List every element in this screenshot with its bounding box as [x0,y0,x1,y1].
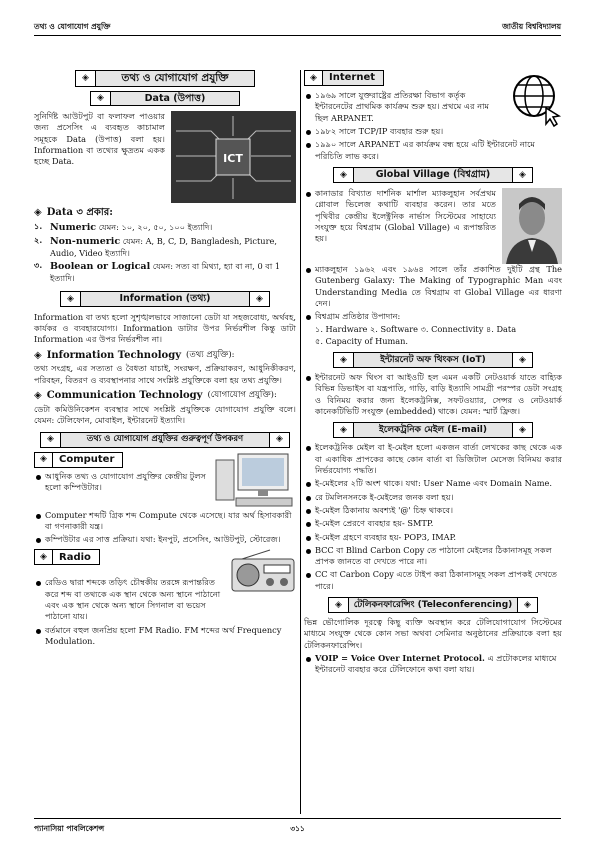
information-box [60,291,270,307]
computer-section [34,452,296,510]
list-item: ই-মেইল গ্রহণে ব্যবহার হয়- POP3, IMAP. [304,532,562,543]
diamond-icon: ◈ [269,433,289,447]
diamond-icon: ◈ [305,71,323,85]
iot-box [333,352,533,368]
gv-elements-line2: ৫. Capacity of Human. [315,335,409,346]
list-item: কম্পিউটার এর সাত্ত প্রক্রিয়া। যথা: ইনপুট, প্রসেসিং, আউটপুট, স্টোরেজ। [34,534,296,545]
page-number: ৩১১ [290,824,305,833]
list-item: ই-মেইল প্রেরণে ব্যবহার হয়- SMTP. [304,518,562,529]
diamond-icon: ◈ [334,423,354,437]
information-text: Information বা তথ্য হলো সুশৃঙ্খলভাবে সাজানো ডেটা যা সহজবোধ্য, অর্থবহ, কার্যকর ও ব্যবহারযোগ্য। Information ডাটার উপর নির্ভরশীল কিন্তু ডাটা Information এর উপর নির্ভরশীল না। [34,311,296,345]
svg-text:ICT: ICT [223,152,243,165]
email-title: ইলেকট্রনিক মেইল (E-mail) [379,425,487,436]
tools-box [40,432,290,448]
list-item: ইলেকট্রনিক মেইল বা ই-মেইল হলো একজন বার্তা লেখকের কাছ থেকে এক বা একাধিক প্রাপকের কাছে কোন বার্তা বা ডিজিটাল মেসেজ বিনিময় করার নির্ভরযোগ্য পদ্ধতি। [304,442,562,476]
diamond-icon: ◈ [91,92,111,105]
list-item: বিশ্বগ্রাম প্রতিষ্ঠার উপাদান: [304,311,562,322]
running-footer [34,824,561,834]
list-item: আধুনিক তথ্য ও যোগাযোগ প্রযুক্তির কেন্দ্রীয় টুলস হলো কম্পিউটার। [34,471,208,494]
radio-list [34,577,296,647]
data-types-heading: ◈ Data ৩ প্রকার: [34,207,113,218]
email-box [333,422,533,438]
tools-box-title: তথ্য ও যোগাযোগ প্রযুক্তির গুরুত্বপূর্ণ উপকরণ [86,433,244,444]
voip-list [304,653,562,676]
list-item: রে টমলিনসনকে ই-মেইলের জনক বলা হয়। [304,492,562,503]
ct-text: ডেটা কমিউনিকেশন ব্যবস্থার সাথে সংশ্লিষ্ট প্রযুক্তিকে যোগাযোগ প্রযুক্তি বলে। যেমন: টেলিফোন, মোবাইল, ইন্টারনেট ইত্যাদি। [34,403,296,426]
computer-image [214,452,296,510]
diamond-icon: ◈ [517,598,537,612]
list-item: Computer শব্দটি গ্রিক শব্দ Compute থেকে এসেছে। যার অর্থ হিসাবকারী বা গণনাকারী যন্ত্র। [34,510,296,533]
ct-heading: ◈ Communication Technology (যোগাযোগ প্রযুক্তি): [34,390,277,402]
list-item: CC বা Carbon Copy এতে টাইপ করা ঠিকানাসমূহ সকল প্রাপকই দেখতে পারে। [304,569,562,592]
diamond-icon: ◈ [34,207,42,218]
list-item: কানাডার বিখ্যাত দার্শনিক মার্শাল ম্যাকলুহান সর্বপ্রথম গ্লোবাল ভিলেজ কথাটি ব্যবহার করেন। তার মতে পৃথিবীর কেন্দ্রীয় ইলেক্ট্রনিক নার্ভাস সিস্টেমের সাহায্যে সংযুক্ত হয়ে বিশ্বগ্রাম (Global Village) এ রূপান্তরিত হয়। [304,188,496,245]
header-left: তথ্য ও যোগাযোগ প্রযুক্তি [34,22,111,31]
main-title: তথ্য ও যোগাযোগ প্রযুক্তি [121,72,229,85]
iot-list [304,372,562,417]
footer-left: প্যানাসিয়া পাবলিকেশন্স [34,824,105,833]
ict-chip-image [171,111,296,203]
list-item: বর্তমানে বহুল জনপ্রিয় হলো FM Radio. FM শব্দের অর্থ Frequency Modulation. [34,625,296,648]
right-column [304,70,562,678]
list-item: ম্যাকলুহান ১৯৬২ এবং ১৯৬৪ সালে তাঁর প্রকাশিত দুইটি গ্রন্থ The Gutenberg Galaxy: The Making of Typographic Man এবং Understanding Media তে বিশ্বগ্রাম বা Global Village এর ধারণা দেন। [304,264,562,309]
teleconferencing-box [328,597,538,613]
list-item: ই-মেইলের ২টি অংশ থাকে। যথা: User Name এবং Domain Name. [304,478,562,489]
data-intro-row [34,111,296,203]
diamond-icon: ◈ [35,453,53,467]
computer-list-more [34,510,296,546]
diamond-icon: ◈ [34,390,42,402]
list-item: BCC বা Blind Carbon Copy তে পাঠানো মেইলের ঠিকানাসমূহ সকল প্রাপক জানতে বা দেখতে পারে না। [304,545,562,568]
list-item: VOIP = Voice Over Internet Protocol. এ প্রটোকলের মাধ্যমে ইন্টারনেট ব্যবহার করে টেলিফোনে কথা বলা যায়। [304,653,562,676]
header-right: জাতীয় বিশ্ববিদ্যালয় [502,22,561,31]
data-intro: সুনির্দিষ্ট আউটপুট বা ফলাফল পাওয়ার জন্য প্রসেসিং এ ব্যবহৃত কাচামাল সমূহকে Data (উপাত্ত) বলা হয়। Information বা তথ্যের ক্ষুদ্রতম একক হচ্ছে Data. [34,111,165,167]
data-box-title: Data (উপাত্ত) [144,92,206,104]
radio-label: ◈ Radio [34,549,100,565]
iot-title: ইন্টারনেট অফ থিংকস (IoT) [380,354,486,365]
global-village-box [333,167,533,183]
left-column [34,70,296,649]
teleconferencing-text: ভিন্ন ভৌগোলিক দূরত্বে কিছু ব্যক্তি অবস্থান করে টেলিযোগাযোগ সিস্টেমের মাধ্যমে সংযুক্ত থেকে কোন সভা অথবা সেমিনার অনুষ্ঠানের প্রক্রিয়াকে বলা হয় টেলিকনফারেন্সিং। [304,617,562,650]
global-village-list [304,188,496,264]
global-village-title: Global Village (বিশ্বগ্রাম) [375,169,491,181]
list-item: ১৯৬৯ সালে যুক্তরাষ্ট্রের প্রতিরক্ষা বিভাগ কর্তৃক ইন্টারনেটের প্রাথমিক কার্যক্রম শুরু হয়। প্রথমে এর নাম ছিল ARPANET. [304,90,502,124]
it-heading: ◈ Information Technology (তথ্য প্রযুক্তি): [34,349,235,361]
diamond-icon: ◈ [61,292,81,306]
diamond-icon: ◈ [249,292,269,306]
list-item: ইন্টারনেট অফ থিংস বা আইওটি হল এমন একটি নেটওয়ার্ক যাতে বাহ্যিক বিভিন্ন ডিভাইস বা যন্ত্রপাতি, গাড়ি, বাড়ি ইত্যাদি সামগ্রী পরস্পর ডেটা সংগ্রহ ও বিনিময় করার জন্য ইলেকট্রনিক্স, সফটওয়্যার, সেন্সর ও নেটওয়ার্ক কানেকটিভিটি সংযুক্ত (embedded) থাকে। যেমন: স্মার্ট ফ্রিজ। [304,372,562,417]
diamond-icon: ◈ [334,353,354,367]
list-item: ১৯৯০ সালে ARPANET এর কার্যক্রম বন্ধ হয়ে এটি ইন্টারনেট নামে পরিচিতি লাভ করে। [304,139,562,162]
header-rule [34,35,561,36]
column-divider [300,70,301,814]
data-types-list [34,221,296,285]
globe-cursor-icon [508,70,562,128]
list-item: ই-মেইল ঠিকানায় অবশ্যই '@' চিহ্ন থাকবে। [304,505,562,516]
diamond-icon: ◈ [512,168,532,182]
list-item: ৩. Boolean or Logical যেমন: সত্য বা মিথ্যা, হ্যা বা না, 0 বা 1 ইত্যাদি। [34,260,281,284]
it-text: তথ্য সংগ্রহ, এর সত্যতা ও বৈধতা যাচাই, সংরক্ষণ, প্রক্রিয়াকরণ, আধুনিকীকরণ, পরিবহন, বিতরণ ও ব্যবস্থাপনার সাথে সংশ্লিষ্ট প্রযুক্তিকে বলা হয় তথ্য প্রযুক্তি। [34,363,296,385]
list-item: ১৯৮২ সালে TCP/IP ব্যবহার শুরু হয়। [304,126,502,137]
main-title-box [75,70,255,87]
information-box-title: Information (তথ্য) [119,293,211,305]
internet-list [304,90,502,137]
list-item: ১. Numeric যেমন: ১০, ২০, ৫০, ১০০ ইত্যাদি। [34,220,213,233]
diamond-icon: ◈ [334,168,354,182]
diamond-icon: ◈ [76,71,96,86]
diamond-icon: ◈ [512,423,532,437]
internet-list-more [304,139,562,162]
teleconferencing-title: টেলিকনফারেন্সিং (Teleconferencing) [353,599,513,610]
footer-rule [34,818,561,819]
gv-elements-line1: ১. Hardware ২. Software ৩. Connectivity ৪. Data [315,324,517,335]
list-item: ২. Non-numeric যেমন: A, B, C, D, Bangladesh, Picture, Audio, Video ইত্যাদি। [34,234,277,259]
diamond-icon: ◈ [34,349,42,361]
global-village-list-more [304,264,562,323]
internet-section [304,70,562,139]
data-box [90,91,240,106]
running-header [34,22,561,34]
internet-label: ◈ Internet [304,70,384,86]
email-list [304,442,562,592]
diamond-icon: ◈ [41,433,61,447]
computer-list [34,471,208,494]
list-item: রেডিও দ্বারা শব্দকে তড়িৎ চৌম্বকীয় তরঙ্গে রূপান্তরিত করে শব্দ বা তথ্যকে এক স্থান থেকে অন্য স্থানে পাঠানো এবং এক স্থান থেকে অন্য স্থানে সিগনাল বা ভয়েস পাঠানো যায়। [34,577,296,622]
mcluhan-photo [502,188,562,264]
diamond-icon: ◈ [329,598,349,612]
diamond-icon: ◈ [512,353,532,367]
diamond-icon: ◈ [35,550,53,564]
computer-label: ◈ Computer [34,452,123,468]
global-village-section [304,188,562,264]
